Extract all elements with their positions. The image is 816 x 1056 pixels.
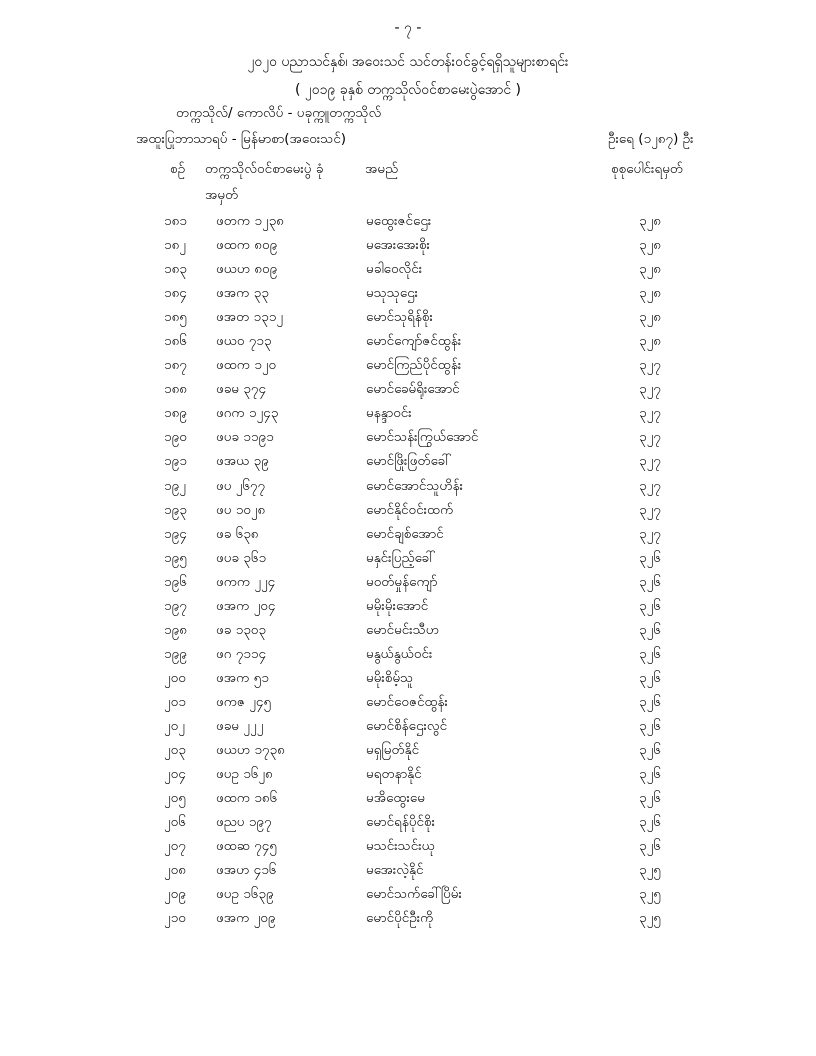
student-name: မောင်ရန်ပိုင်စိုး [366,814,436,831]
roll-number: ဖအဟ ၄၁၆ [216,862,277,879]
total-marks: ၃၂၈ [639,285,661,302]
roll-number: ဖပ ၁၀၂၈ [216,501,266,518]
table-row [0,233,816,257]
table-row [0,714,816,738]
serial-number: ၁၉၉ [164,645,187,662]
table-row [0,786,816,810]
total-marks: ၃၂၆ [639,621,661,638]
total-marks: ၃၂၇ [639,381,661,398]
specialization-line: အထူးပြုဘာသာရပ် - မြန်မာစာ(အဝေးသင်) [136,131,347,147]
table-row [0,209,816,233]
roll-number: ဖထက ၈၀၉ [216,237,278,254]
total-marks: ၃၂၇ [639,525,661,542]
serial-number: ၂၀၃ [164,742,186,759]
total-count: ဦးရေ (၁၂၈၇) ဦး [608,131,694,147]
table-row [0,642,816,666]
serial-number: ၂၀၄ [164,766,186,783]
serial-number: ၂၀၆ [164,814,186,831]
serial-number: ၁၉၀ [164,429,187,446]
total-marks: ၃၂၈ [639,309,661,326]
table-row [0,666,816,690]
table-row [0,618,816,642]
total-marks: ၃၂၆ [639,717,661,734]
table-row [0,738,816,762]
student-name: မောင်မင်းသီဟ [366,621,439,638]
student-name: မောင်ပိုင်ဦးကို [366,910,434,927]
roll-number: ဖအက ၂၀၄ [216,597,276,614]
serial-number: ၁၉၆ [164,573,187,590]
serial-number: ၁၉၇ [164,597,187,614]
table-row [0,762,816,786]
roll-number: ဖကဇ ၂၄၅ [216,693,272,710]
serial-number: ၂၀၀ [164,669,186,686]
serial-number: ၁၉၃ [164,501,187,518]
table-row [0,594,816,618]
roll-number: ဖပခ ၃၆၁ [216,549,267,566]
serial-number: ၁၈၄ [164,285,187,302]
table-row [0,546,816,570]
roll-number: ဖညပ ၁၉၇ [216,814,272,831]
table-row [0,834,816,858]
table-row [0,305,816,329]
total-marks: ၃၂၇ [639,357,661,374]
total-marks: ၃၂၆ [639,549,661,566]
table-row [0,810,816,834]
roll-number: ဖအက ၃၃ [216,285,269,302]
student-name: မရတနာနိုင် [366,766,422,783]
total-marks: ၃၂၆ [639,838,661,855]
total-marks: ၃၂၆ [639,766,661,783]
table-row [0,281,816,305]
table-row [0,425,816,449]
student-name: မောင်ချစ်အောင် [366,525,444,542]
roll-number: ဖဂ ၇၁၁၄ [216,645,267,662]
roll-number: ဖယဟ ၈၀၉ [216,261,278,278]
serial-number: ၁၈၃ [164,261,187,278]
student-name: မနှင်းပြည့်ခေါ် [366,549,436,566]
roll-number: ဖယဝ ၇၁၃ [216,333,272,350]
serial-number: ၂၀၅ [164,790,186,807]
total-marks: ၃၂၇ [639,405,661,422]
student-name: မမိုးမိုးအောင် [366,597,429,614]
roll-number: ဖပဥ ၁၆၃၉ [216,886,274,903]
table-row [0,474,816,498]
total-marks: ၃၂၆ [639,742,661,759]
document-subtitle: ( ၂၀၁၉ ခုနှစ် တက္ကသိုလ်ဝင်စာမေးပွဲအောင် ) [294,82,522,98]
student-name: မောင်သန်းကြွယ်အောင် [366,429,479,446]
total-marks: ၃၂၇ [639,501,661,518]
table-row [0,570,816,594]
roll-number: ဖခမ ၂၂၂ [216,717,264,734]
table-row [0,858,816,882]
roll-number: ဖခမ ၃၇၄ [216,381,267,398]
table-row [0,690,816,714]
roll-number: ဖအက ၂၀၉ [216,910,276,927]
table-row [0,353,816,377]
total-marks: ၃၂၇ [639,477,661,494]
total-marks: ၃၂၈ [639,237,661,254]
student-name: မောင်သုရိန်စိုး [366,309,433,326]
table-row [0,498,816,522]
total-marks: ၃၂၆ [639,669,661,686]
total-marks: ၃၂၆ [639,597,661,614]
roll-number: ဖပဥ ၁၆၂၈ [216,766,273,783]
total-marks: ၃၂၅ [639,910,661,927]
total-marks: ၃၂၇ [639,453,661,470]
roll-number: ဖခ ၁၃၀၃ [216,621,266,638]
serial-number: ၂၀၂ [164,717,185,734]
student-name: မောင်အောင်သူဟိန်း [366,477,463,494]
serial-number: ၁၈၁ [164,213,187,229]
roll-number: ဖခ ၆၃၈ [216,525,259,542]
total-marks: ၃၂၆ [639,693,661,710]
student-list [0,209,816,930]
student-name: မောင်ဝေဇင်ထွန်း [366,693,448,710]
roll-number: ဖဂက ၁၂၄၃ [216,405,279,422]
roll-number: ဖအယ ၃၉ [216,453,269,470]
total-marks: ၃၂၅ [639,862,661,879]
roll-number: ဖထဆ ၇၄၅ [216,838,277,855]
header-total-marks: စုစုပေါင်းရမှတ် [611,161,684,177]
student-name: မအေးလဲ့နိုင် [366,862,424,879]
serial-number: ၁၈၈ [164,381,188,398]
serial-number: ၂၀၇ [164,838,186,855]
header-name: အမည် [365,161,399,177]
student-name: မထွေးဇင်ဌေး [366,213,432,229]
table-row [0,449,816,473]
table-row [0,522,816,546]
total-marks: ၃၂၆ [639,790,661,807]
table-row [0,401,816,425]
serial-number: ၁၈၉ [164,405,187,422]
serial-number: ၂၁၀ [164,910,186,927]
table-row [0,257,816,281]
student-name: မောင်ကျော်ဇင်ထွန်း [366,333,462,350]
roll-number: ဖပခ ၁၁၉၁ [216,429,274,446]
total-marks: ၃၂၆ [639,573,661,590]
table-row [0,377,816,401]
student-name: မောင်နိုင်ဝင်းထက် [366,501,454,518]
university-line: တက္ကသိုလ်/ ကောလိပ် - ပခုက္ကူတက္ကသိုလ် [176,105,382,121]
serial-number: ၁၉၄ [164,525,187,542]
header-serial: စဉ် [170,161,186,177]
total-marks: ၃၂၈ [639,333,661,350]
student-name: မအေးအေးစိုး [366,237,430,254]
student-name: မသုသုဌေး [366,285,419,302]
roll-number: ဖအက ၅၁ [216,669,269,686]
student-name: မသင်းသင်းယု [366,838,435,855]
serial-number: ၁၉၈ [164,621,187,638]
student-name: မောင်ကြည်ပိုင်ထွန်း [366,357,462,374]
serial-number: ၂၀၈ [164,862,186,879]
serial-number: ၁၉၅ [164,549,187,566]
roll-number: ဖအတ ၁၃၁၂ [216,309,283,326]
serial-number: ၁၈၆ [164,333,187,350]
student-name: မနန္ဒာဝင်း [366,405,412,422]
serial-number: ၁၉၁ [164,453,187,470]
serial-number: ၁၈၂ [164,237,186,254]
total-marks: ၃၂၅ [639,886,661,903]
header-roll-number: တက္ကသိုလ်ဝင်စာမေးပွဲ ခုံအမှတ် [205,161,324,203]
roll-number: ဖယဟ ၁၇၃၈ [216,742,285,759]
serial-number: ၂၀၉ [164,886,186,903]
student-name: မောင်ဖြိုးဖြတ်ခေါ် [366,453,452,470]
serial-number: ၁၈၇ [164,357,187,374]
roll-number: ဖပ ၂၆၇၇ [216,477,266,494]
student-name: မအိထွေးမေ [366,790,425,807]
serial-number: ၁၉၂ [164,477,186,494]
total-marks: ၃၂၆ [639,814,661,831]
table-row [0,882,816,906]
total-marks: ၃၂၈ [639,261,661,278]
serial-number: ၁၈၅ [164,309,187,326]
student-name: မခါဝေလိုင်း [366,261,423,278]
document-title: ၂၀၂၀ ပညာသင်နှစ်၊ အဝေးသင် သင်တန်းဝင်ခွင့်ရရှိသူများစာရင်း [247,54,569,70]
student-name: မရှမြတ်နိုင် [366,742,420,759]
total-marks: ၃၂၈ [639,213,661,229]
table-row [0,329,816,353]
student-name: မောင်စိန်ဌေးလွင် [366,717,448,734]
roll-number: ဖထက ၁၈၆ [216,790,278,807]
total-marks: ၃၂၇ [639,429,661,446]
roll-number: ဖတက ၁၂၃၈ [216,213,284,229]
student-name: မမိုးစိမ့်သူ [366,669,414,686]
student-name: မောင်သက်ခေါ်ပြိမ်း [366,886,462,903]
student-name: မောင်ခေမ်ရိုးအောင် [366,381,460,398]
serial-number: ၂၀၁ [164,693,186,710]
roll-number: ဖထက ၁၂၀ [216,357,277,374]
total-marks: ၃၂၆ [639,645,661,662]
table-row [0,906,816,930]
student-name: မနွယ်နွယ်ဝင်း [366,645,433,662]
page-number: - ၇ - [394,20,422,36]
student-name: မဝတ်မှုန်ကျော် [366,573,438,590]
roll-number: ဖကက ၂၂၄ [216,573,276,590]
